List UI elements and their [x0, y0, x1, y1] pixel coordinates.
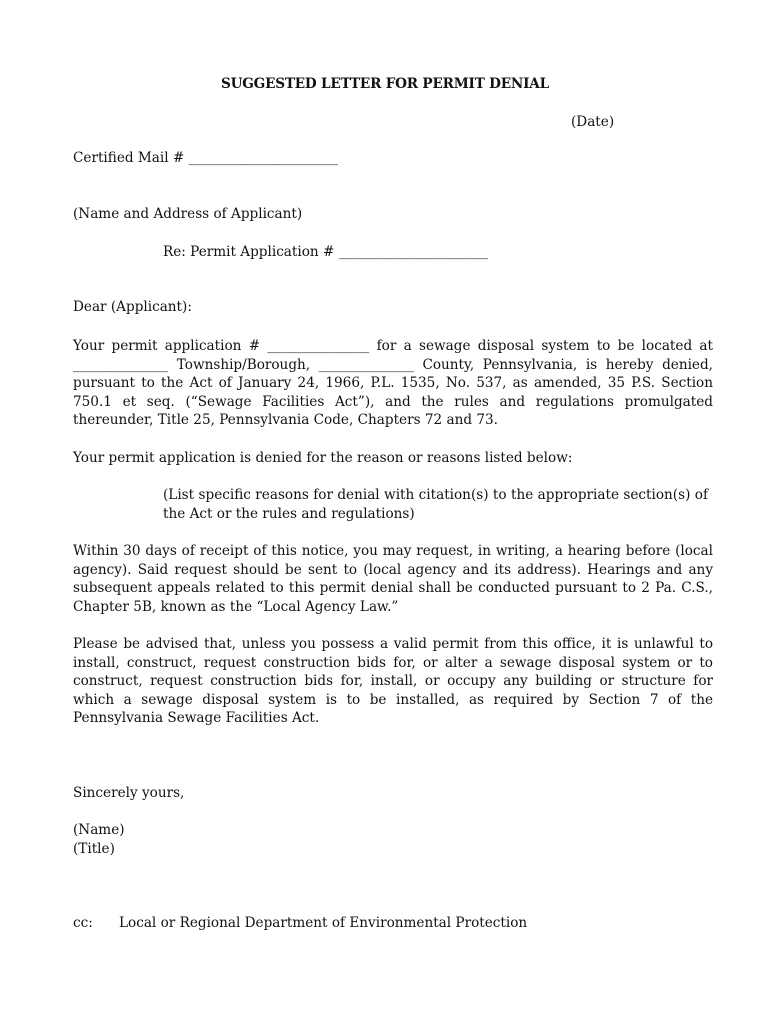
document-title: SUGGESTED LETTER FOR PERMIT DENIAL	[220, 76, 550, 92]
denial-paragraph: Your permit application # _______________ for a sewage disposal system to be located at ______________ Township/Borough, ______________ County, Pennsylvania, is hereby denied, pursuant to the Act of January 24, 1966, P.L. 1535, No. 537, as amended, 35 P.S. Section 750.1 et seq. (“Sewage Facilities Act”), and the rules and regulations promulgated thereunder, Title 25, Pennsylvania Code, Chapters 72 and 73.	[73, 338, 713, 429]
cc-label: cc:	[73, 915, 93, 931]
certified-mail-line: Certified Mail # ______________________	[73, 150, 339, 166]
closing: Sincerely yours,	[73, 785, 185, 801]
unlawful-notice-paragraph: Please be advised that, unless you possess a valid permit from this office, it is unlawful to install, construct, request construction bids for, or alter a sewage disposal system or to construct, request construction bids for, install, or occupy any building or structure for which a sewage disposal system is to be installed, as required by Section 7 of the Pennsylvania Sewage Facilities Act.	[73, 636, 713, 727]
date-placeholder: (Date)	[571, 114, 615, 130]
signer-name: (Name)	[73, 822, 125, 838]
hearing-rights-paragraph: Within 30 days of receipt of this notice, you may request, in writing, a hearing before (local agency). Said request should be sent to (local agency and its address). Hearings and any subsequent appeals related to this permit denial shall be conducted pursuant to 2 Pa. C.S., Chapter 5B, known as the “Local Agency Law.”	[73, 543, 713, 615]
re-permit-application-line: Re: Permit Application # ______________________	[163, 244, 489, 260]
reasons-placeholder-paragraph: (List specific reasons for denial with citation(s) to the appropriate section(s) of the Act or the rules and regulations)	[163, 487, 708, 522]
reasons-intro-paragraph: Your permit application is denied for the reason or reasons listed below:	[73, 450, 573, 466]
applicant-address-placeholder: (Name and Address of Applicant)	[73, 206, 303, 222]
signer-title: (Title)	[73, 841, 115, 857]
salutation: Dear (Applicant):	[73, 299, 192, 315]
cc-recipient: Local or Regional Department of Environmental Protection	[119, 915, 528, 931]
